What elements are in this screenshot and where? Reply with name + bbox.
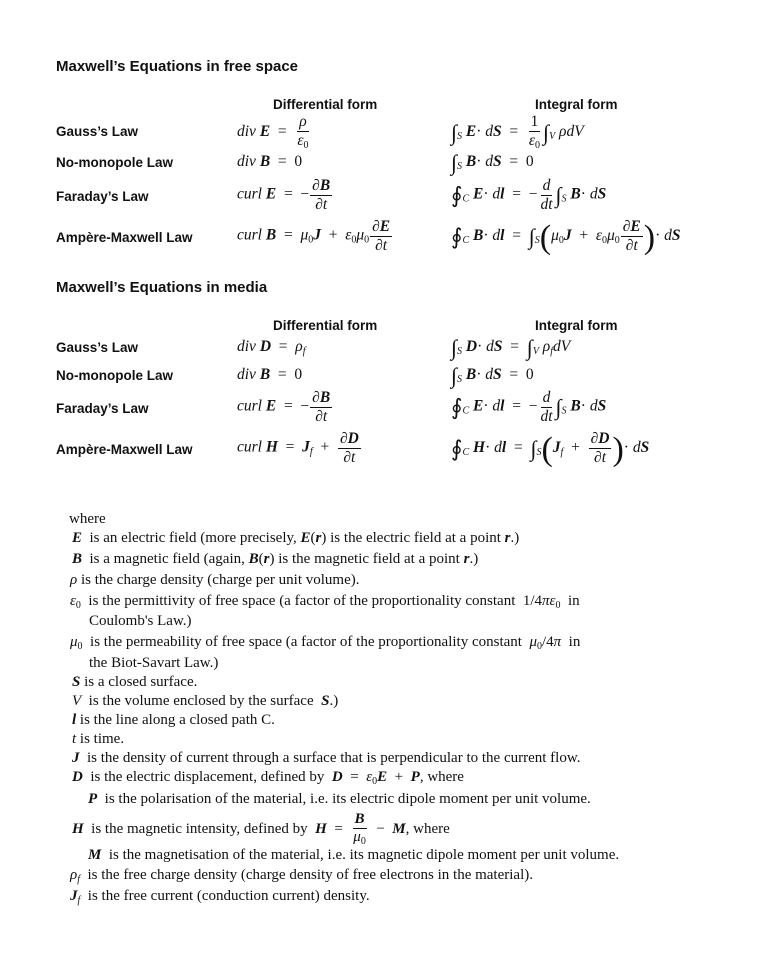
equation-faraday-integral: $∮_C$ E· dl = − $\frac{d}{dt}$ $\int_S$ B· dS <box>451 177 607 213</box>
glossary-mu: $\mu_0$ is the permeability of free space (a factor of the proportionality constant $\mu_0/4\pi$ in <box>70 634 581 652</box>
law-faraday: Faraday’s Law <box>56 189 149 204</box>
law-gauss: Gauss’s Law <box>56 124 139 139</box>
equation-no-monopole-integral-media: $\int_S$ B· dS = 0 <box>451 363 534 388</box>
glossary-S: S is a closed surface. <box>72 674 198 690</box>
law-faraday-media: Faraday’s Law <box>56 401 149 416</box>
glossary-M: M is the magnetisation of the material, i.e. its magnetic dipole moment per unit volume. <box>88 847 620 863</box>
equation-ampere-integral: $∮_C$ B· dl = $\int_S(\mu 0J + \varepsilon 0\mu 0$ $\frac{\partial E}{\partial t}$ )· dS <box>451 218 681 256</box>
equation-ampere-differential: curl B = μ0J + ε0μ0 $\frac{\partial E}{\partial t}$ <box>237 218 391 254</box>
equation-faraday-differential: curl E = − $\frac{\partial B}{\partial t}$ <box>237 177 331 213</box>
equation-no-monopole-differential-media: div B = 0 <box>237 366 303 383</box>
equation-gauss-differential-media: div $D = \rho_f$ <box>237 338 306 357</box>
column-header-differential: Differential form <box>273 97 378 112</box>
glossary-E: E is an electric field (more precisely, E(r) is the electric field at a point r.) <box>72 530 520 546</box>
law-no-monopole-media: No-monopole Law <box>56 368 173 383</box>
glossary-eps: $\varepsilon_0$ is the permittivity of free space (a factor of the proportionality constant $1/4\pi\varepsilon_0$ in <box>70 593 580 611</box>
equation-faraday-integral-media: $∮_C$ E· dl = − $\frac{d}{dt}$ $\int_S$ B· dS <box>451 389 607 425</box>
equation-gauss-integral-media: $\int_S$ D· dS = $\int_V$ $\rho_fdV$ <box>451 335 571 360</box>
glossary-J: J is the density of current through a surface that is perpendicular to the current flow. <box>72 750 581 766</box>
law-ampere-maxwell-media: Ampère-Maxwell Law <box>56 442 193 457</box>
equation-faraday-differential-media: curl E = − $\frac{\partial B}{\partial t}$ <box>237 389 331 425</box>
equation-gauss-integral: $\int_S$ E· dS = $\frac{1}{\varepsilon 0}$ $\int_V$ ρdV <box>451 113 584 151</box>
glossary-V: V is the volume enclosed by the surface S.) <box>72 693 339 709</box>
glossary-rho: ρ is the charge density (charge per unit volume). <box>70 572 360 588</box>
law-ampere-maxwell: Ampère-Maxwell Law <box>56 230 193 245</box>
glossary-H: H is the magnetic intensity, defined by H = $\frac{B}{\mu_0}$ − M, where <box>72 811 450 847</box>
law-gauss-media: Gauss’s Law <box>56 340 139 355</box>
section-title-free-space: Maxwell’s Equations in free space <box>56 58 299 75</box>
glossary-mu-cont: the Biot-Savart Law.) <box>89 655 219 671</box>
column-header-differential-media: Differential form <box>273 318 378 333</box>
glossary-rhof: $\rho_f$ is the free charge density (charge density of free electrons in the material). <box>70 867 533 885</box>
equation-no-monopole-integral: $\int_S$ B· dS = 0 <box>451 150 534 175</box>
law-no-monopole: No-monopole Law <box>56 155 173 170</box>
glossary-l: l is the line along a closed path C. <box>72 712 275 728</box>
column-header-integral-media: Integral form <box>535 318 618 333</box>
equation-no-monopole-differential: div B = 0 <box>237 153 303 170</box>
glossary-B: B is a magnetic field (again, B(r) is the magnetic field at a point r.) <box>72 551 479 567</box>
glossary-t: t is time. <box>72 731 125 747</box>
column-header-integral: Integral form <box>535 97 618 112</box>
glossary-Jf: $J_f$ is the free current (conduction current) density. <box>70 888 370 906</box>
glossary-D: D is the electric displacement, defined by $D = \varepsilon_0E + P$, where <box>72 769 464 787</box>
glossary-P: P is the polarisation of the material, i.e. its electric dipole moment per unit volume. <box>88 791 591 807</box>
equation-gauss-differential: div E = $\frac{\rho}{\varepsilon 0}$ <box>237 113 309 151</box>
equation-ampere-differential-media: curl $H = J_f$ + $\frac{\partial D}{\partial t}$ <box>237 430 359 466</box>
section-title-media: Maxwell’s Equations in media <box>56 279 268 296</box>
glossary-where: where <box>69 511 106 527</box>
glossary-eps-cont: Coulomb's Law.) <box>89 613 192 629</box>
equation-ampere-integral-media: $∮_C$ H· dl = $\int_S(J_f$ + $\frac{\partial D}{\partial t}$ )· dS <box>451 430 650 468</box>
